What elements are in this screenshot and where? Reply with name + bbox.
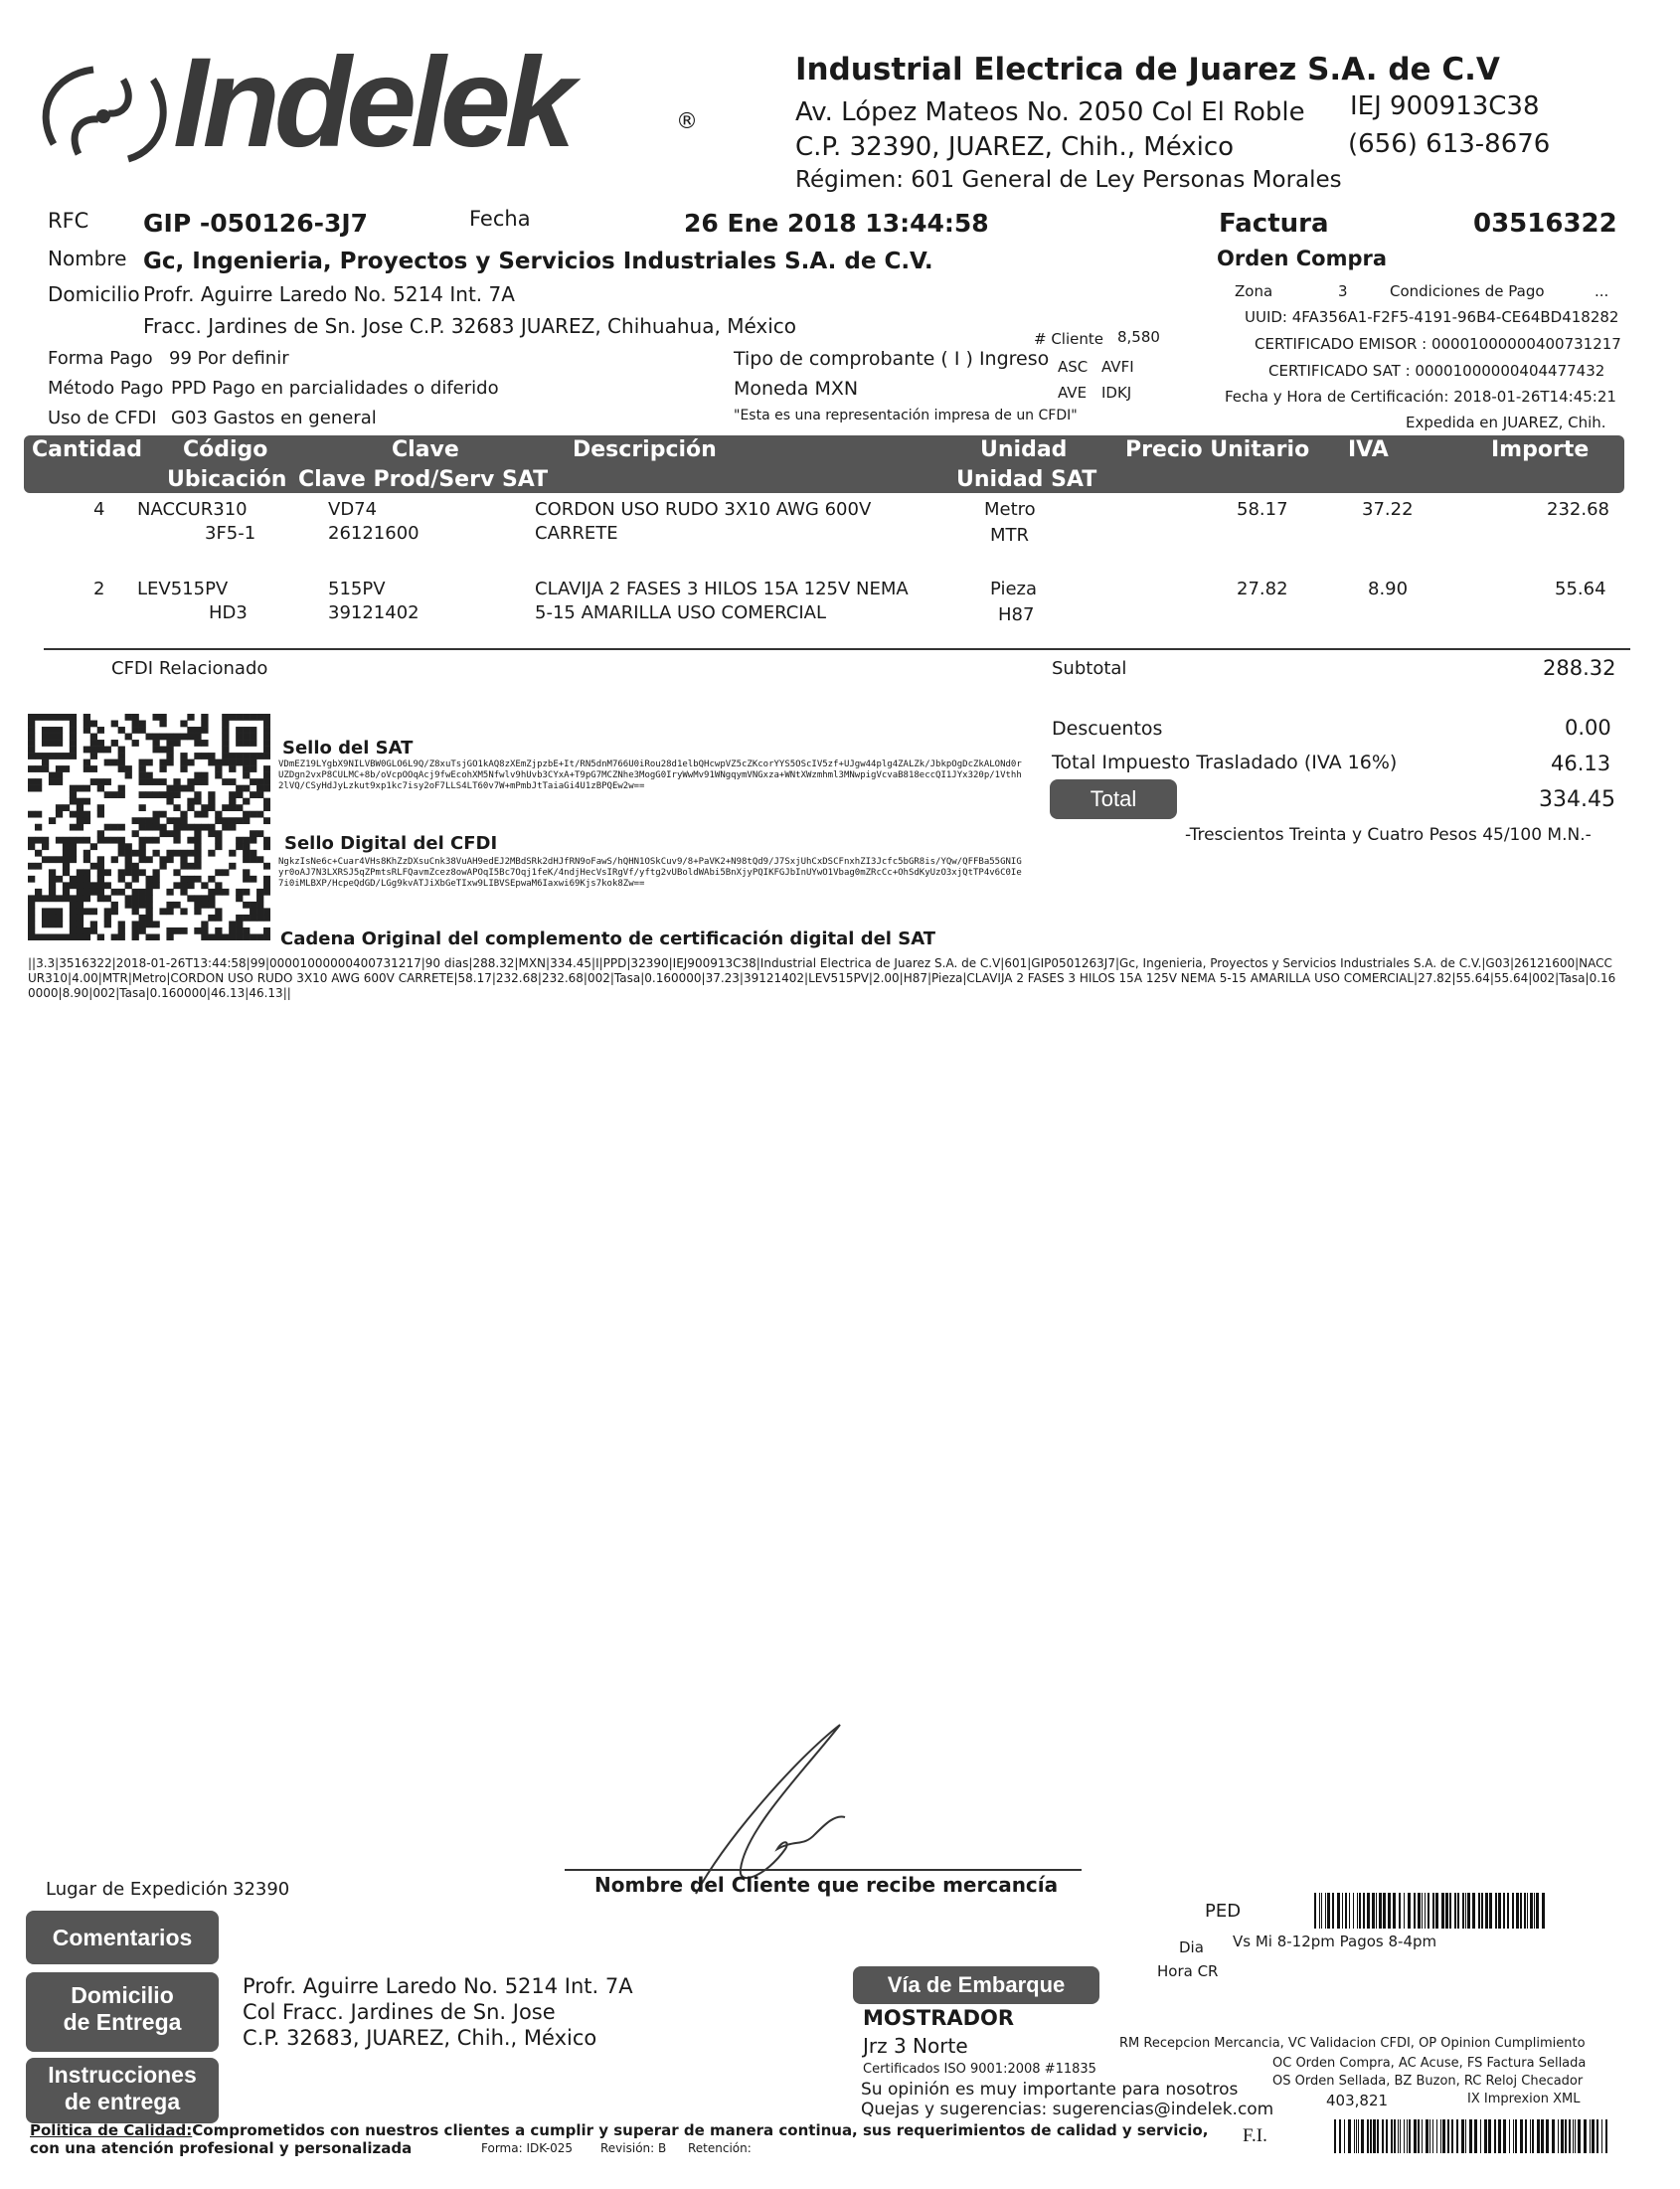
subtotal-label: Subtotal — [1052, 658, 1127, 679]
nombre-label: Nombre — [48, 247, 127, 270]
mostrador: MOSTRADOR — [863, 2006, 1015, 2030]
zona-label: Zona — [1235, 282, 1273, 300]
revision: Revisión: B — [600, 2141, 667, 2155]
cfdi-representation: "Esta es una representación impresa de un CFDI" — [734, 408, 1078, 423]
company-regimen: Régimen: 601 General de Ley Personas Morales — [795, 167, 1342, 193]
forma-code: Forma: IDK-025 — [481, 2141, 574, 2155]
politica-calidad — [30, 2121, 1208, 2139]
uso-cfdi: G03 Gastos en general — [171, 408, 377, 428]
entrega-address2: Col Fracc. Jardines de Sn. Jose — [243, 2000, 556, 2024]
certificado-emisor: CERTIFICADO EMISOR : 00001000000400731217 — [1255, 335, 1621, 353]
horario: Vs Mi 8-12pm Pagos 8-4pm — [1233, 1933, 1437, 1950]
signature-line — [565, 1869, 1082, 1871]
cliente-number: 8,580 — [1117, 328, 1160, 346]
col-cantidad: Cantidad — [32, 437, 143, 462]
ave-value: IDKJ — [1101, 384, 1132, 402]
uso-cfdi-label: Uso de CFDI — [48, 408, 157, 428]
cfdi-relacionado: CFDI Relacionado — [111, 658, 268, 679]
row-clave: 515PV — [328, 579, 386, 599]
tipo-comprobante: Tipo de comprobante ( I ) Ingreso — [734, 348, 1050, 370]
expedida-en: Expedida en JUAREZ, Chih. — [1406, 414, 1606, 431]
moneda: Moneda MXN — [734, 378, 859, 400]
col-unidad: Unidad — [980, 437, 1068, 462]
row-unidad: Pieza — [990, 579, 1038, 599]
row-unidad-sat: MTR — [990, 525, 1030, 546]
legend-num: 403,821 — [1326, 2092, 1389, 2109]
impuesto-value: 46.13 — [1551, 752, 1611, 775]
zona-value: 3 — [1338, 282, 1348, 300]
ave-label: AVE — [1058, 384, 1088, 402]
col-precio-unitario: Precio Unitario — [1125, 437, 1310, 462]
row-precio: 58.17 — [1237, 499, 1288, 520]
legend-ix: IX Imprexion XML — [1467, 2092, 1581, 2106]
fi-label: F.I. — [1243, 2125, 1267, 2146]
total-value: 334.45 — [1539, 787, 1615, 812]
nombre-cliente-recibe: Nombre del Cliente que recibe mercancía — [594, 1873, 1059, 1897]
instrucciones-line1: Instrucciones — [48, 2062, 197, 2088]
row-unidad: Metro — [984, 499, 1036, 520]
company-address2: C.P. 32390, JUAREZ, Chih., México — [795, 132, 1235, 162]
table-divider — [44, 648, 1630, 650]
subtotal-value: 288.32 — [1543, 656, 1616, 680]
entrega-address3: C.P. 32683, JUAREZ, Chih., México — [243, 2026, 597, 2050]
condiciones-value: ... — [1595, 282, 1609, 300]
col-clave-sat: Clave Prod/Serv SAT — [298, 467, 549, 492]
barcode-top-icon — [1314, 1893, 1545, 1929]
forma-pago-label: Forma Pago — [48, 348, 153, 369]
cadena-original: ||3.3|3516322|2018-01-26T13:44:58|99|00001000000400731217|90 dias|288.32|MXN|334.45|I|PPD|32390|IEJ900913C38|Industrial Electrica de Juarez S.A. de C.V|601|GIP0501263J7|Gc, Ingenieria, Proyectos y Servicios Industriales S.A. de C.V.|G03|26121600|NACCUR310|4.00|MTR|Metro|CORDON USO RUDO 3X10 AWG 600V CARRETE|58.17|232.68|232.68|002|Tasa|0.160000|37.23|39121402|LEV515PV|2.00|H87|Pieza|CLAVIJA 2 FASES 3 HILOS 15A 125V NEMA 5-15 AMARILLA USO COMERCIAL|27.82|55.64|55.64|002|Tasa|0.160000|8.90|002|Tasa|0.160000|46.13|46.13|| — [28, 956, 1616, 1000]
company-logo — [24, 32, 700, 189]
ped-label: PED — [1205, 1901, 1242, 1922]
row-desc2: 5-15 AMARILLA USO COMERCIAL — [535, 602, 827, 623]
fecha-label: Fecha — [469, 207, 531, 231]
fecha-certificacion: Fecha y Hora de Certificación: 2018-01-26T14:45:21 — [1225, 388, 1616, 406]
items-table-header — [24, 435, 1624, 493]
col-clave: Clave — [392, 437, 459, 462]
qr-code-icon — [28, 714, 270, 940]
client-address1: Profr. Aguirre Laredo No. 5214 Int. 7A — [143, 282, 515, 306]
row-desc1: CORDON USO RUDO 3X10 AWG 600V — [535, 499, 872, 520]
table-row — [0, 579, 1680, 638]
instrucciones-line2: de entrega — [64, 2089, 181, 2114]
total-label: Total — [1050, 779, 1177, 819]
asc-value: AVFI — [1101, 358, 1134, 376]
metodo-pago: PPD Pago en parcialidades o diferido — [171, 378, 499, 399]
politica-text: Comprometidos con nuestros clientes a cumplir y superar de manera continua, sus requerimientos de calidad y servicio, — [192, 2121, 1209, 2139]
row-ubicacion: HD3 — [209, 602, 248, 623]
sello-cfdi-label: Sello Digital del CFDI — [284, 833, 498, 854]
col-descripcion: Descripción — [573, 437, 717, 462]
client-address2: Fracc. Jardines de Sn. Jose C.P. 32683 JUAREZ, Chihuahua, México — [143, 314, 797, 338]
row-clave-sat: 26121600 — [328, 523, 420, 544]
rfc-label: RFC — [48, 209, 89, 233]
logo-registered: ® — [676, 109, 698, 134]
descuentos-value: 0.00 — [1565, 716, 1611, 740]
row-ubicacion: 3F5-1 — [205, 523, 256, 544]
invoice-date: 26 Ene 2018 13:44:58 — [684, 209, 989, 238]
row-precio: 27.82 — [1237, 579, 1288, 599]
opinion: Su opinión es muy importante para nosotros — [861, 2080, 1239, 2100]
dia-label: Dia — [1179, 1938, 1204, 1956]
condiciones-label: Condiciones de Pago — [1390, 282, 1545, 300]
lugar-expedicion-label: Lugar de Expedición — [46, 1879, 229, 1900]
forma-pago: 99 Por definir — [169, 348, 289, 369]
row-clave-sat: 39121402 — [328, 602, 420, 623]
retencion: Retención: — [688, 2141, 752, 2155]
sucursal: Jrz 3 Norte — [863, 2034, 968, 2058]
legend-oc: OC Orden Compra, AC Acuse, FS Factura Sellada — [1272, 2056, 1587, 2071]
comentarios-label: Comentarios — [26, 1911, 219, 1964]
entrega-address1: Profr. Aguirre Laredo No. 5214 Int. 7A — [243, 1974, 633, 1998]
orden-compra-label: Orden Compra — [1217, 247, 1388, 270]
impuesto-label: Total Impuesto Trasladado (IVA 16%) — [1052, 752, 1398, 773]
col-codigo: Código — [183, 437, 268, 462]
row-iva: 37.22 — [1362, 499, 1414, 520]
domicilio-entrega-label — [26, 1972, 219, 2052]
invoice-number: 03516322 — [1473, 209, 1617, 239]
via-embarque-label: Vía de Embarque — [853, 1966, 1099, 2004]
col-iva: IVA — [1348, 437, 1389, 462]
instrucciones-label — [26, 2058, 219, 2123]
domicilio-entrega-line1: Domicilio — [71, 1982, 174, 2008]
legend-os: OS Orden Sellada, BZ Buzon, RC Reloj Checador — [1272, 2074, 1584, 2089]
row-cantidad: 2 — [93, 579, 105, 599]
factura-label: Factura — [1219, 209, 1329, 239]
company-rfc: IEJ 900913C38 — [1350, 91, 1540, 121]
client-rfc: GIP -050126-3J7 — [143, 209, 369, 238]
col-ubicacion: Ubicación — [167, 467, 287, 492]
legend-rm: RM Recepcion Mercancia, VC Validacion CFDI, OP Opinion Cumplimiento — [1119, 2036, 1586, 2051]
row-importe: 232.68 — [1547, 499, 1609, 520]
barcode-bottom-icon — [1334, 2119, 1608, 2153]
row-codigo: LEV515PV — [137, 579, 229, 599]
company-name: Industrial Electrica de Juarez S.A. de C.V — [795, 52, 1500, 87]
company-address1: Av. López Mateos No. 2050 Col El Roble — [795, 97, 1305, 127]
company-phone: (656) 613-8676 — [1348, 129, 1551, 159]
row-clave: VD74 — [328, 499, 378, 520]
asc-label: ASC — [1058, 358, 1089, 376]
certificado-sat: CERTIFICADO SAT : 00001000000404477432 — [1268, 362, 1605, 380]
client-name: Gc, Ingenieria, Proyectos y Servicios Industriales S.A. de C.V. — [143, 249, 933, 274]
lugar-expedicion: 32390 — [233, 1879, 290, 1900]
row-desc2: CARRETE — [535, 523, 618, 544]
cadena-label: Cadena Original del complemento de certificación digital del SAT — [280, 928, 936, 949]
domicilio-entrega-line2: de Entrega — [63, 2009, 182, 2035]
sello-cfdi: NgkzIsNe6c+Cuar4VHs8KhZzDXsuCnk38VuAH9edEJ2MBdSRk2dHJfRN9oFawS/hQHN1OSkCuv9/8+PaVK2+N98tQd9/J7SxjUhCxDSCFnxhZI3Jcfc5bGR8is/YQw/QFFBa55GNIGyr0oAJ7N3LXRSJ5qZPmtsRLFQavmZcez8owAPOqI5Bc7Oqj1feK/4ndjHecVsIRgVf/yftg2vUBoldWAbi5BnXjyPQIKFGJbInUYwO1Vbag0mZRcCc+OhSdKyUzO3xjQtTP4v6C0Ie7i0iMLBXP/HcpeQdGD/LGg9kvATJiXbGeTIxw9LIBVSEpwaM6Iaxwi69Kjs7kok8Zw== — [278, 857, 1022, 889]
iso-cert: Certificados ISO 9001:2008 #11835 — [863, 2062, 1096, 2077]
row-unidad-sat: H87 — [998, 604, 1035, 625]
table-row — [0, 499, 1680, 559]
quejas: Quejas y sugerencias: sugerencias@indelek.com — [861, 2100, 1274, 2119]
politica-label: Politica de Calidad: — [30, 2121, 193, 2139]
sello-sat: VDmEZ19LYgbX9NILVBW0GLO6L9Q/Z8xuTsjGO1kAQ8zXEmZjpzbE+It/RN5dnM766U0iRou28d1elbQHcwpVZ5cZKcorYYS5OScIV5zf+UJgw44plg4ZALZk/JbkpOgDcZkALONd0rUZDgn2vxP8CULMC+8b/oVcpOOqAcj9fwEcohXM5Nfwlv9hUvb3CYxA+T9pG7MCZNhe3MogG0IryWwMv91WNgqymVNGxza+WNtXWzmhml3MNwpigVcvaB818eccQI1JYx320p/1Vthh2lVQ/CSyHdJyLzkut9xp1kc7isy2oF7LLS4LT60v7W+mPmbJtTaiaGi4U1zBPQEw2w== — [278, 759, 1022, 791]
row-importe: 55.64 — [1555, 579, 1606, 599]
qr-code — [28, 714, 270, 940]
total-letra: -Trescientos Treinta y Cuatro Pesos 45/100 M.N.- — [1185, 825, 1592, 845]
col-unidad-sat: Unidad SAT — [956, 467, 1097, 492]
row-cantidad: 4 — [93, 499, 105, 520]
uuid: UUID: 4FA356A1-F2F5-4191-96B4-CE64BD418282 — [1245, 308, 1619, 326]
logo-wordmark: Indelek — [173, 32, 571, 174]
descuentos-label: Descuentos — [1052, 718, 1163, 740]
politica-calidad-line2: con una atención profesional y personalizada — [30, 2139, 413, 2157]
sello-sat-label: Sello del SAT — [282, 738, 414, 758]
row-desc1: CLAVIJA 2 FASES 3 HILOS 15A 125V NEMA — [535, 579, 909, 599]
hora-label: Hora CR — [1157, 1962, 1219, 1980]
metodo-pago-label: Método Pago — [48, 378, 164, 399]
cliente-label: # Cliente — [1034, 330, 1103, 348]
row-codigo: NACCUR310 — [137, 499, 248, 520]
row-iva: 8.90 — [1368, 579, 1409, 599]
col-importe: Importe — [1491, 437, 1590, 462]
domicilio-label: Domicilio — [48, 282, 140, 306]
